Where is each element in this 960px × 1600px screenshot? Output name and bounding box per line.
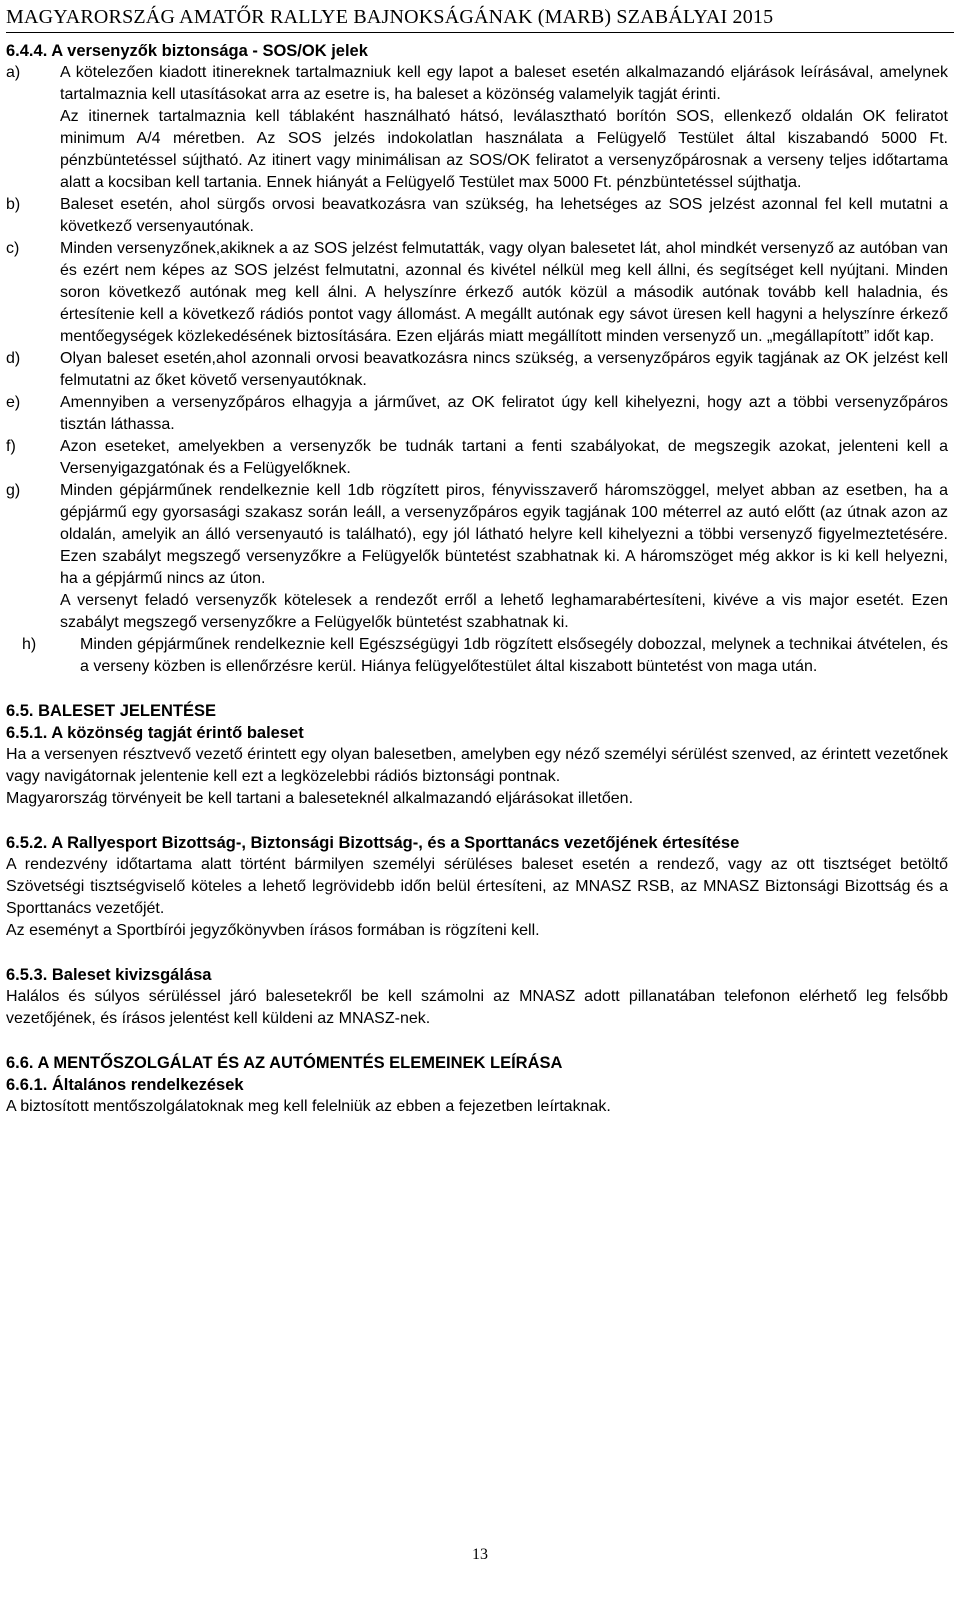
list-text: Minden gépjárműnek rendelkeznie kell Egészségügyi 1db rögzített elsősegély dobozzal, melynek a technikai átvételen, és a verseny közben is ellenőrzésre kerül. Hiánya felügyelőtestület által kiszabott büntetést von maga után.	[80, 636, 948, 675]
section-heading-6-5-3: 6.5.3. Baleset kivizsgálása	[6, 966, 212, 984]
list-label: g)	[6, 482, 21, 499]
list-label: e)	[6, 394, 21, 411]
list-text: Minden versenyzőnek,akiknek a az SOS jelzést felmutatták, vagy olyan balesetet lát, ahol mindkét versenyző az autóban van és ezért nem képes az SOS jelzést felmutatni, azonnal és kivétel nélkül meg kell állni, és segítséget kell nyújtani. Minden soron következő autónak meg kell álni. A helyszínre érkező autók közül a második autónak tovább kell haladnia, és értesítenie kell a következő rádiós pontot vagy állomást. A megállt autónak egy sávot üresen kell hagyni a helyszínre érkező mentőegységek közlekedésének biztosítására. Ezen eljárás miatt megállított minden versenyző un. „megállapított” időt kap.	[60, 240, 948, 345]
list-text: Amennyiben a versenyzőpáros elhagyja a járművet, az OK feliratot úgy kell kihelyezni, hogy azt a többi versenyzőpáros tisztán láthassa.	[60, 394, 948, 433]
running-header: MAGYARORSZÁG AMATŐR RALLYE BAJNOKSÁGÁNAK (MARB) SZABÁLYAI 2015	[6, 4, 954, 33]
paragraph: Halálos és súlyos sérüléssel járó balesetekről be kell számolni az MNASZ adott pillanatában telefonon elérhető leg felsőbb vezetőjének, és írásos jelentést kell küldeni az MNASZ-nek.	[6, 988, 948, 1027]
list-item-g	[6, 480, 948, 590]
list-item-c	[6, 238, 948, 348]
list-item-b	[6, 194, 948, 238]
list-item-h	[6, 634, 948, 678]
paragraph: A versenyt feladó versenyzők kötelesek a rendezőt erről a lehető leghamarabértesíteni, kivéve a vis major esetét. Ezen szabályt megszegő versenyzőkre a Felügyelők büntetést szabhatnak ki.	[60, 592, 948, 631]
section-heading-6-5-2: 6.5.2. A Rallyesport Bizottság-, Biztonsági Bizottság-, és a Sporttanács vezetőjének értesítése	[6, 834, 740, 852]
list-label: c)	[6, 240, 20, 257]
section-heading-6-6-1: 6.6.1. Általános rendelkezések	[6, 1076, 244, 1094]
list-label: f)	[6, 438, 16, 455]
paragraph: Az itinernek tartalmaznia kell táblaként használható hátsó, leválasztható borítón SOS, ellenkező oldalán OK feliratot minimum A/4 méretben. Az SOS jelzés indokolatlan használata a Felügyelő Testület által kiszabandó 5000 Ft. pénzbüntetéssel sújtható. Az itinert vagy minimálisan az SOS/OK feliratot a versenyzőpárosnak a verseny teljes időtartama alatt a kocsiban kell tartania. Ennek hiányát a Felügyelő Testület max 5000 Ft. pénzbüntetéssel sújthatja.	[60, 108, 948, 191]
list-text: Azon eseteket, amelyekben a versenyzők be tudnák tartani a fenti szabályokat, de megszegik azokat, jelenteni kell a Versenyigazgatónak és a Felügyelőknek.	[60, 438, 948, 477]
list-label: d)	[6, 350, 21, 367]
list-label: a)	[6, 64, 21, 81]
list-item-e	[6, 392, 948, 436]
paragraph: Az eseményt a Sportbírói jegyzőkönyvben írásos formában is rögzíteni kell.	[6, 922, 540, 939]
list-item-d	[6, 348, 948, 392]
paragraph: Magyarország törvényeit be kell tartani a baleseteknél alkalmazandó eljárásokat illetően.	[6, 790, 634, 807]
list-text: Baleset esetén, ahol sürgős orvosi beavatkozásra van szükség, ha lehetséges az SOS jelzést azonnal fel kell mutatni a következő versenyautónak.	[60, 196, 948, 235]
list-item-a	[6, 62, 948, 106]
list-text: Minden gépjárműnek rendelkeznie kell 1db rögzített piros, fényvisszaverő háromszöggel, melyet abban az esetben, ha a gépjármű egy gyorsasági szakasz során leáll, a versenyzőpáros egyik tagjának 100 méterrel az autó előtt (az útnak azon az oldalán, amelyik an álló versenyautó is található), egy jól látható helyre kell kihelyezni a többi versenyző figyelmeztetésére. Ezen szabályt megszegő versenyzőkre a Felügyelők büntetést szabhatnak ki. A háromszöget még akkor is ki kell helyezni, ha a gépjármű nincs az úton.	[60, 482, 948, 587]
list-text: Olyan baleset esetén,ahol azonnali orvosi beavatkozásra nincs szükség, a versenyzőpáros egyik tagjának az OK jelzést kell felmutatni az őket követő versenyautóknak.	[60, 350, 948, 389]
section-heading-6-5-1: 6.5.1. A közönség tagját érintő baleset	[6, 724, 304, 742]
page-content	[6, 40, 948, 1118]
paragraph: Ha a versenyen résztvevő vezető érintett egy olyan balesetben, amelyben egy néző személyi sérülést szenved, az érintett vezetőnek vagy navigátornak jelentenie kell ezt a legközelebbi rádiós biztonsági pontnak.	[6, 746, 948, 785]
list-label: b)	[6, 196, 21, 213]
section-heading-6-4-4: 6.4.4. A versenyzők biztonsága - SOS/OK jelek	[6, 42, 368, 60]
list-item-f	[6, 436, 948, 480]
list-text: A kötelezően kiadott itinereknek tartalmazniuk kell egy lapot a baleset esetén alkalmazandó eljárások leírásával, amelynek tartalmaznia kell utasításokat arra az esetre is, ha baleset a közönség valamelyik tagját érinti.	[60, 64, 948, 103]
section-heading-6-6: 6.6. A MENTŐSZOLGÁLAT ÉS AZ AUTÓMENTÉS ELEMEINEK LEÍRÁSA	[6, 1054, 563, 1072]
paragraph: A rendezvény időtartama alatt történt bármilyen személyi sérüléses baleset esetén a rendező, vagy az ott tisztséget betöltő Szövetségi tisztségviselő köteles a lehető legrövidebb időn belül értesíteni, az MNASZ RSB, az MNASZ Biztonsági Bizottság és a Sporttanács vezetőjét.	[6, 856, 948, 917]
page-number: 13	[472, 1546, 488, 1563]
list-label: h)	[22, 636, 37, 653]
section-heading-6-5: 6.5. BALESET JELENTÉSE	[6, 702, 216, 720]
paragraph: A biztosított mentőszolgálatoknak meg kell felelniük az ebben a fejezetben leírtaknak.	[6, 1098, 611, 1115]
